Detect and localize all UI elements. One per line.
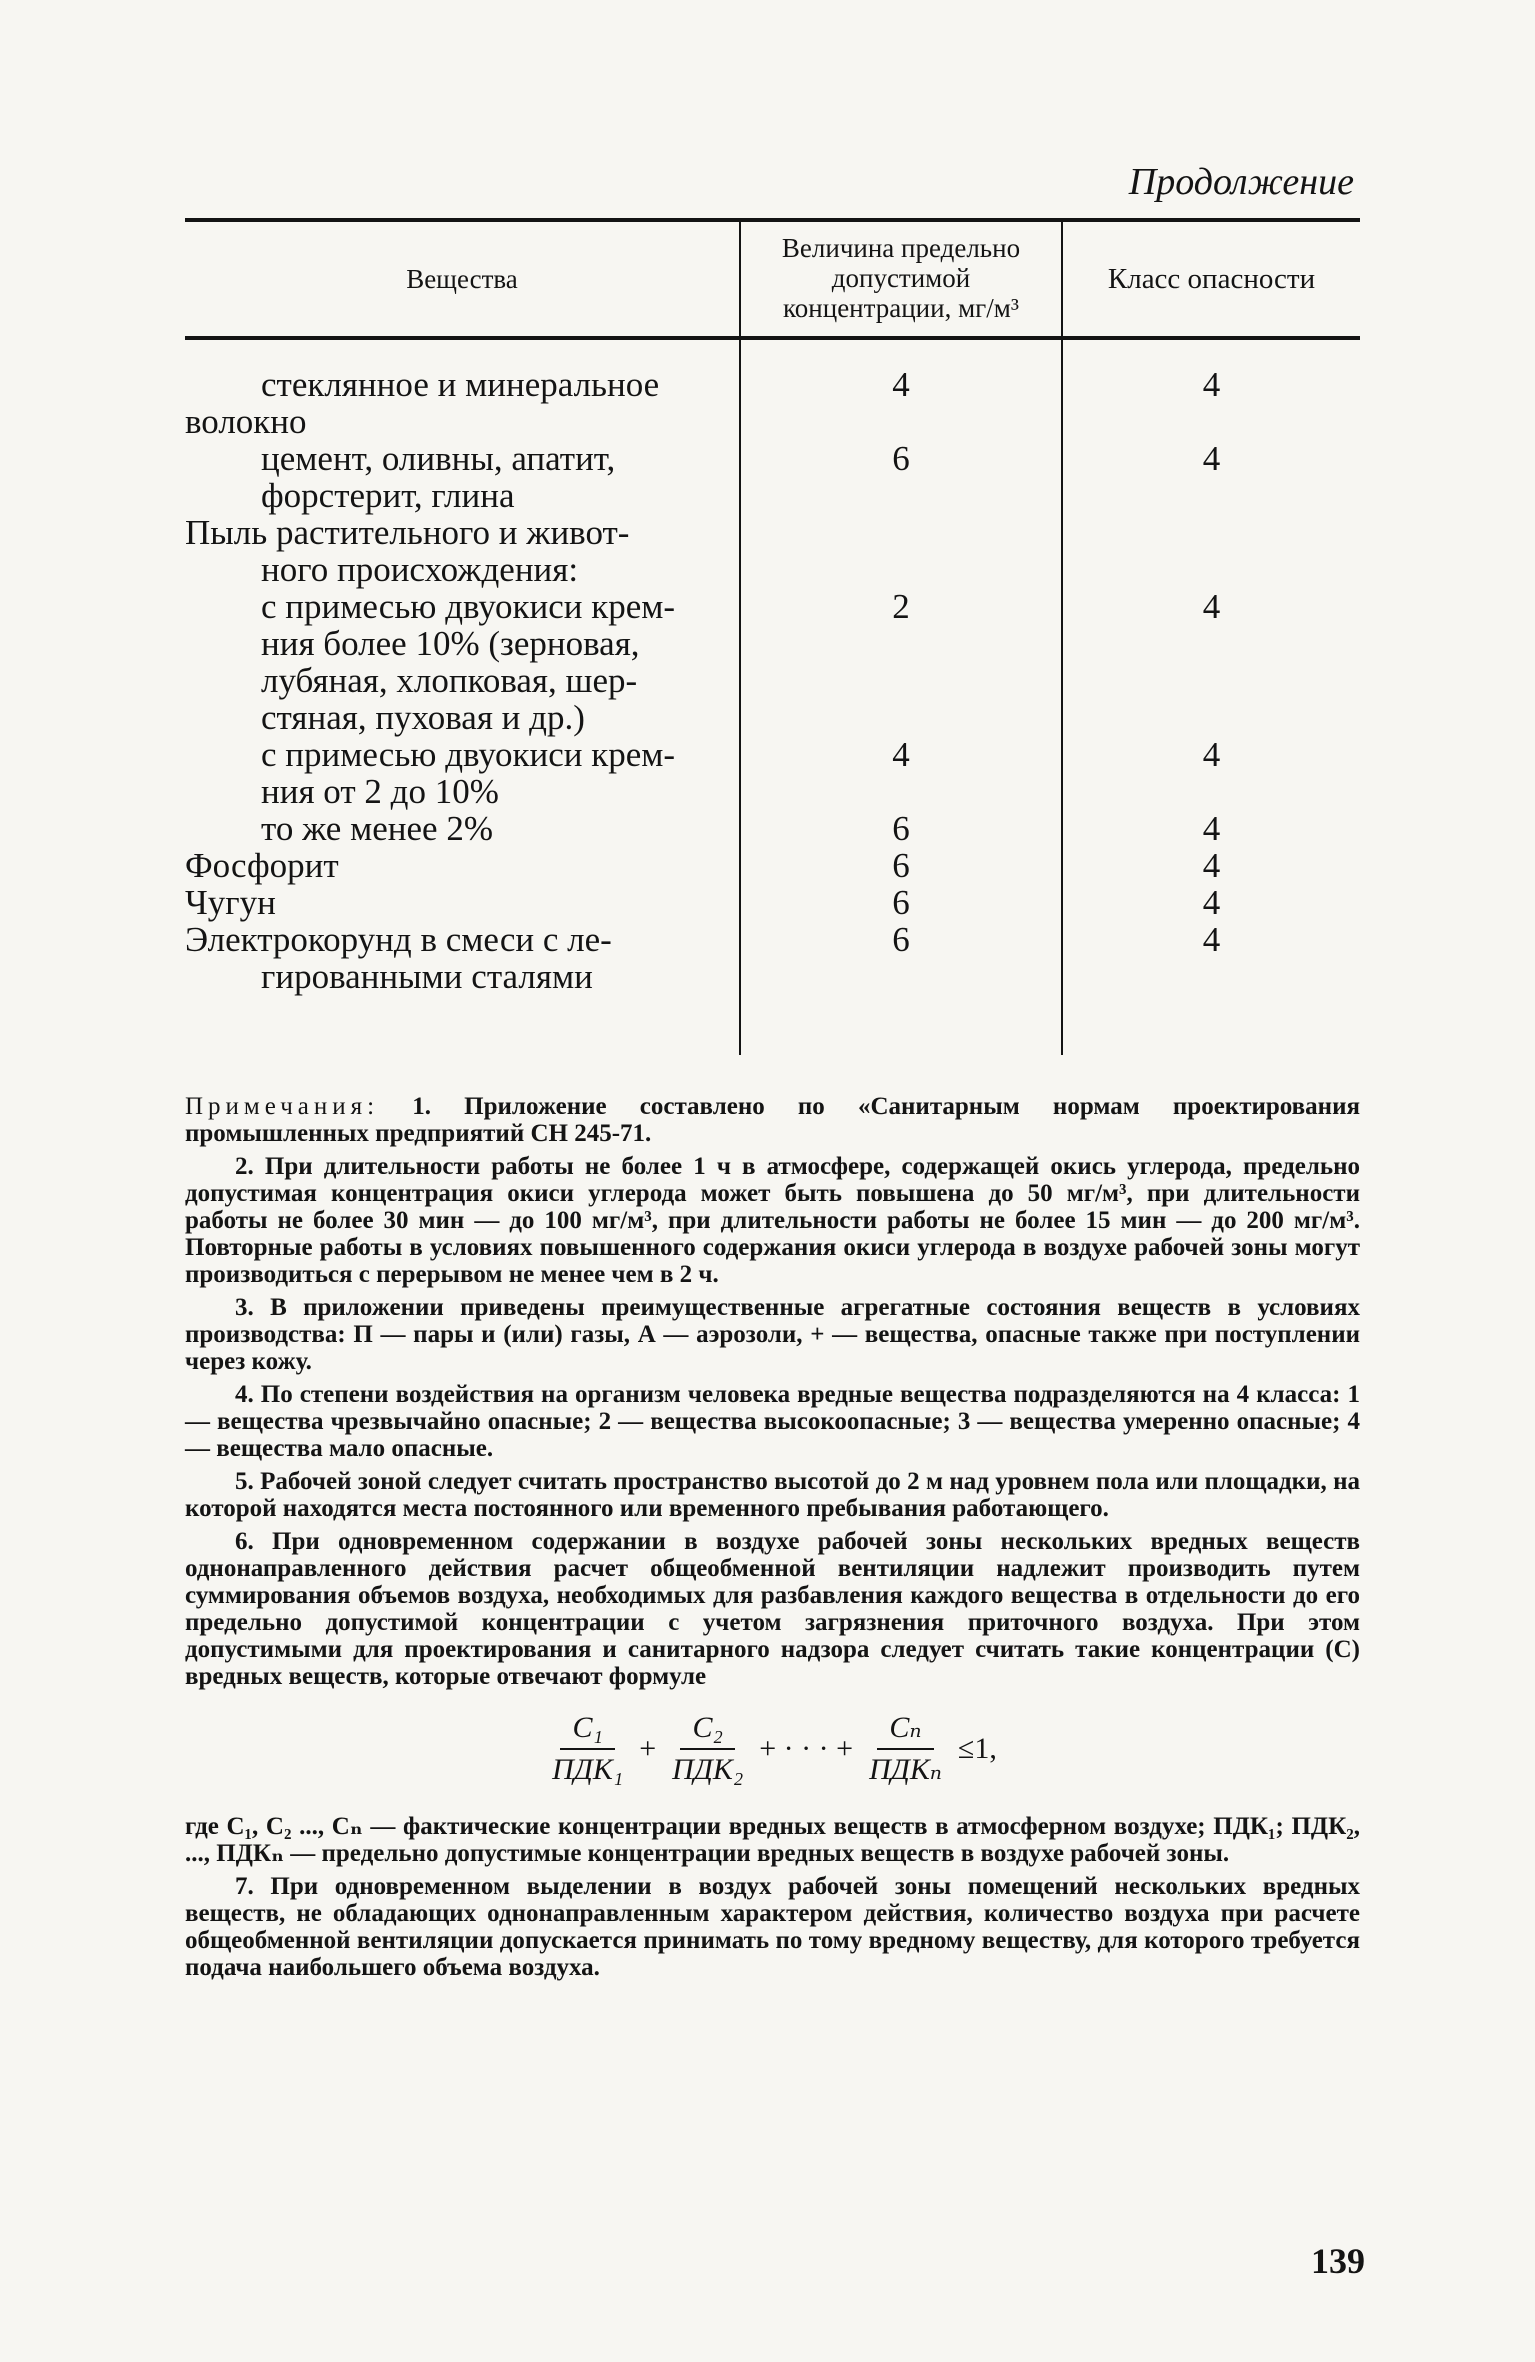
page — [185, 160, 1360, 1987]
note-3: 3. В приложении приведены преимущественные агрегатные состояния веществ в условиях производства: П — пары и (или) газы, А — аэрозоли, + — вещества, опасные также при поступлении через кожу. — [185, 1294, 1360, 1375]
substance-line: лубяная, хлопковая, шер- — [261, 661, 638, 700]
formula-rhs: ≤1, — [957, 1732, 997, 1766]
substance-line: Фосфорит — [185, 846, 339, 885]
limit-value: 4 — [892, 365, 910, 404]
note-7: 7. При одновременном выделении в воздух рабочей зоны помещений нескольких вредных веществ, не обладающих однонаправленным характером действия, количество воздуха при расчете общеобменной вентиляции допускается принимать по тому вредному веществу, для которого требуется подача наибольшего объема воздуха. — [185, 1872, 1360, 1981]
substance-line: цемент, оливны, апатит, — [261, 439, 616, 478]
limit-column — [740, 340, 1062, 1055]
note-4: 4. По степени воздействия на организм человека вредные вещества подразделяются на 4 класса: 1 — вещества чрезвычайно опасные; 2 — вещества высокоопасные; 3 — вещества умеренно опасные; 4 — вещества мало опасные. — [185, 1381, 1360, 1462]
hazard-class-value: 4 — [1202, 365, 1221, 404]
limit-spacer — [741, 773, 1061, 810]
note-6: 6. При одновременном содержании в воздухе рабочей зоны нескольких вредных веществ однонаправленного действия расчет общеобменной вентиляции надлежит производить путем суммирования объемов воздуха, необходимых для разбавления каждого вещества в отдельности до его предельно допустимой концентрации с учетом загрязнения приточного воздуха. При этом допустимыми для проектирования и санитарного надзора следует считать такие концентрации (С) вредных веществ, которые отвечают формуле — [185, 1528, 1360, 1690]
hazard-spacer — [1063, 403, 1360, 440]
hazard-spacer — [1063, 662, 1360, 699]
hazard-spacer — [1063, 699, 1360, 736]
substance-line: гированными сталями — [261, 957, 593, 996]
plus-sign: + — [639, 1732, 657, 1766]
substance-line: ния от 2 до 10% — [261, 772, 499, 811]
substance-line: ного происхождения: — [261, 550, 579, 589]
substance-line: Пыль растительного и живот- — [185, 513, 630, 552]
limit-spacer — [741, 403, 1061, 440]
hazard-class-value: 4 — [1202, 920, 1221, 959]
substance-line: ния более 10% (зерновая, — [261, 624, 640, 663]
limit-value: 6 — [892, 439, 910, 478]
denominator-1: ПДК₁ — [552, 1753, 624, 1787]
substance-line: стяная, пуховая и др.) — [261, 698, 585, 737]
substance-line: волокно — [185, 402, 307, 441]
note-2: 2. При длительности работы не более 1 ч в атмосфере, содержащей окись углерода, предельно допустимая концентрация окиси углерода может быть повышена до 50 мг/м³, при длительности работы не более 30 мин — до 100 мг/м³, при длительности работы не более 15 мин — до 200 мг/м³. Повторные работы в условиях повышенного содержания окиси углерода в воздухе рабочей зоны могут производиться с перерывом не менее чем в 2 ч. — [185, 1153, 1360, 1288]
substance-line: то же менее 2% — [261, 809, 493, 848]
header-limit-line: Величина предельно — [781, 233, 1021, 263]
note-1-text: 1. Приложение составлено по «Санитарным нормам проектирования промышленных предприятий СН 245-71. — [185, 1093, 1360, 1147]
limit-spacer — [741, 662, 1061, 699]
hazard-column — [1062, 340, 1360, 1055]
limit-spacer — [741, 625, 1061, 662]
numerator-2: C₂ — [680, 1712, 734, 1750]
ellipsis-sum: + · · · + — [759, 1732, 854, 1766]
denominator-2: ПДК₂ — [672, 1753, 744, 1787]
limit-value — [741, 514, 1061, 551]
hazard-class-value: 4 — [1202, 587, 1221, 626]
header-limit — [740, 222, 1062, 336]
hazard-class-value — [1063, 514, 1360, 551]
notes-label: Примечания: — [185, 1093, 380, 1120]
hazard-spacer — [1063, 773, 1360, 810]
substance-line: форстерит, глина — [261, 476, 515, 515]
header-substance: Вещества — [406, 263, 518, 294]
note-5: 5. Рабочей зоной следует считать пространство высотой до 2 м над уровнем пола или площадки, на которой находятся места постоянного или временного пребывания работающего. — [185, 1468, 1360, 1522]
limit-value: 6 — [892, 846, 910, 885]
limit-value: 4 — [892, 735, 910, 774]
header-limit-line: допустимой — [831, 263, 971, 293]
substances-table — [185, 222, 1360, 1055]
limit-spacer — [741, 699, 1061, 736]
hazard-spacer — [1063, 958, 1360, 995]
concentration-formula — [185, 1712, 1360, 1787]
limit-value: 6 — [892, 920, 910, 959]
limit-value: 2 — [892, 587, 910, 626]
table-header-row — [185, 222, 1360, 336]
note-1 — [185, 1093, 1360, 1147]
page-number: 139 — [1311, 2241, 1365, 2281]
hazard-spacer — [1063, 625, 1360, 662]
hazard-spacer — [1063, 551, 1360, 588]
note-6-legend: где C₁, C₂ ..., Cₙ — фактические концентрации вредных веществ в атмосферном воздухе; ПДК₁; ПДК₂, ..., ПДКₙ — предельно допустимые концентрации вредных веществ в воздухе рабочей зоны. — [185, 1812, 1360, 1867]
limit-spacer — [741, 551, 1061, 588]
header-limit-line: концентрации, мг/м³ — [783, 293, 1019, 323]
substance-line: Чугун — [185, 883, 276, 922]
notes-section — [185, 1093, 1360, 1981]
hazard-class-value: 4 — [1202, 735, 1221, 774]
denominator-n: ПДКₙ — [869, 1753, 942, 1787]
header-hazard-class: Класс опасности — [1107, 262, 1316, 295]
hazard-class-value: 4 — [1202, 809, 1221, 848]
limit-spacer — [741, 477, 1061, 514]
hazard-class-value: 4 — [1202, 439, 1221, 478]
substance-line: стеклянное и минеральное — [261, 365, 660, 404]
limit-value: 6 — [892, 883, 910, 922]
continuation-label: Продолжение — [1128, 161, 1354, 203]
substance-line: с примесью двуокиси крем- — [261, 587, 676, 626]
substance-column — [185, 340, 740, 1055]
limit-value: 6 — [892, 809, 910, 848]
hazard-class-value: 4 — [1202, 883, 1221, 922]
table-body — [185, 340, 1360, 1055]
fraction-1 — [552, 1712, 623, 1787]
fraction-n — [869, 1712, 942, 1787]
substance-line: Электрокорунд в смеси с ле- — [185, 920, 612, 959]
numerator-1: C₁ — [560, 1712, 614, 1750]
numerator-n: Cₙ — [877, 1712, 933, 1750]
hazard-class-value: 4 — [1202, 846, 1221, 885]
limit-spacer — [741, 958, 1061, 995]
hazard-spacer — [1063, 477, 1360, 514]
substance-line: с примесью двуокиси крем- — [261, 735, 676, 774]
fraction-2 — [672, 1712, 743, 1787]
